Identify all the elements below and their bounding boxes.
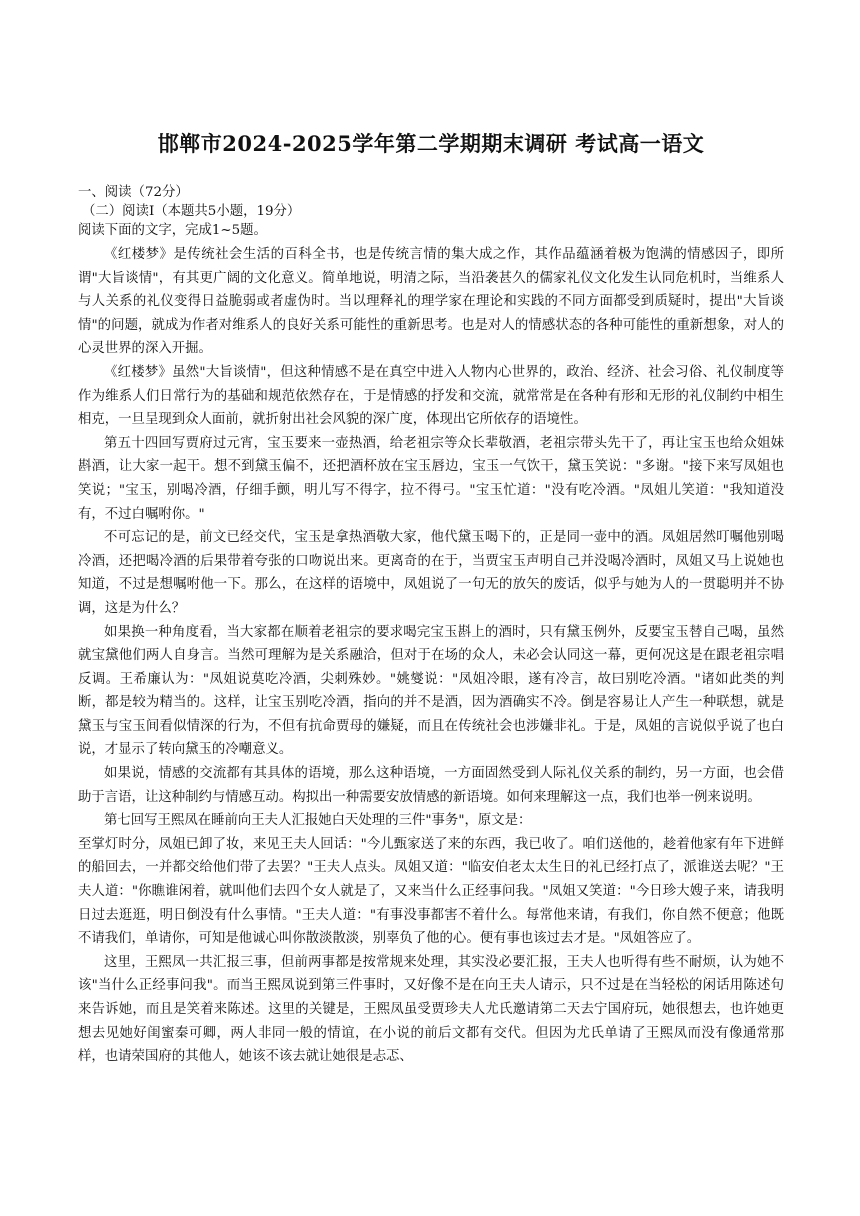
- paragraph-6: 如果说，情感的交流都有其具体的语境，那么这种语境，一方面固然受到人际礼仪关系的制约，另一方面，也会借助于言语，让这种制约与情感互动。构拟出一种需要安放情感的新语境。如何来理解这一点，我们也举一例来说明。: [78, 766, 784, 805]
- paragraph-8: 这里，王熙凤一共汇报三事，但前两事都是按常规来处理，其实没必要汇报，王夫人也听得有些不耐烦，认为她不该"当什么正经事问我"。而当王熙凤说到第三件事时，又好像不是在向王夫人请示，只不过是在当轻松的闲话用陈述句来告诉她，而且是笑着来陈述。这里的关键是，王熙凤虽受贾珍夫人尤氏邀请第二天去宁国府玩，她很想去，也许她更想去见她好闺蜜秦可卿，两人非同一般的情谊，在小说的前后文都有交代。但因为尤氏单请了王熙凤而没有像通常那样，也请荣国府的其他人，她该不该去就让她很是忐忑、: [78, 954, 784, 1065]
- document-title: 邯郸市2024-2025学年第二学期期末调研 考试高一语文: [157, 131, 705, 156]
- paragraph-5: 如果换一种角度看，当大家都在顺着老祖宗的要求喝完宝玉斟上的酒时，只有黛玉例外，反要宝玉替自己喝，虽然就宝黛他们两人自身言。当然可理解为是关系融洽，但对于在场的众人，未必会认同这一幕，更何况这是在跟老祖宗唱反调。王希廉认为："凤姐说莫吃冷酒，尖刺殊妙。"姚燮说："凤姐冷眼，遂有冷言，故曰别吃冷酒。"诸如此类的判断，都是较为精当的。这样，让宝玉别吃冷酒，指向的并不是酒，因为酒确实不冷。倒是容易让人产生一种联想，就是黛玉与宝玉间看似情深的行为，不但有抗命贾母的嫌疑，而且在传统社会也涉嫌非礼。于是，凤姐的言说似乎说了也白说，才显示了转向黛玉的冷嘲意义。: [78, 624, 784, 758]
- subsection-heading: （二）阅读I（本题共5小题，19分）: [82, 204, 301, 219]
- paragraph-4: 不可忘记的是，前文已经交代，宝玉是拿热酒敬大家，他代黛玉喝下的，正是同一壶中的酒。凤姐居然叮嘱他别喝冷酒，还把喝冷酒的后果带着夸张的口吻说出来。更离奇的在于，当贾宝玉声明自己并没喝冷酒时，凤姐又马上说她也知道，不过是想嘱咐他一下。那么，在这样的语境中，凤姐说了一句无的放矢的废话，似乎与她为人的一贯聪明并不协调，这是为什么？: [78, 530, 784, 616]
- paragraph-2: 《红楼梦》虽然"大旨谈情"，但这种情感不是在真空中进入人物内心世界的，政治、经济、社会习俗、礼仪制度等作为维系人们日常行为的基础和规范依然存在，于是情感的抒发和交流，就常常是在各种有形和无形的礼仪制约中相生相克，一旦呈现到众人面前，就折射出社会风貌的深广度，体现出它所依存的语境性。: [78, 364, 784, 428]
- paragraph-1: 《红楼梦》是传统社会生活的百科全书，也是传统言情的集大成之作，其作品蕴涵着极为饱满的情感因子，即所谓"大旨谈情"，有其更广阔的文化意义。简单地说，明清之际，当沿袭甚久的儒家礼仪文化发生认同危机时，当维系人与人关系的礼仪变得日益脆弱或者虚伪时。当以理释礼的理学家在理论和实践的不同方面都受到质疑时，提出"大旨谈情"的问题，就成为作者对维系人的良好关系可能性的重新思考。也是对人的情感状态的各种可能性的重新想象，对人的心灵世界的深入开掘。: [78, 247, 784, 357]
- paragraph-7: 第七回写王熙凤在睡前向王夫人汇报她白天处理的三件"事务"，原文是：: [104, 813, 532, 829]
- section-heading: 一、阅读（72分）: [78, 185, 189, 200]
- quoted-excerpt: 至掌灯时分，凤姐已卸了妆，来见王夫人回话："今儿甄家送了来的东西，我已收了。咱们送他的，趁着他家有年下进鲜的船回去，一并都交给他们带了去罢？"王夫人点头。凤姐又道："临安伯老太太生日的礼已经打点了，派谁送去呢？"王夫人道："你瞧谁闲着，就叫他们去四个女人就是了，又来当什么正经事问我。"凤姐又笑道："今日珍大嫂子来，请我明日过去逛逛，明日倒没有什么事情。"王夫人道："有事没事都害不着什么。每常他来请，有我们，你自然不便意；他既不请我们，单请你，可知是他诚心叫你散淡散淡，别辜负了他的心。便有事也该过去才是。"凤姐答应了。: [78, 836, 784, 947]
- reading-instruction: 阅读下面的文字，完成1~5题。: [78, 223, 267, 238]
- paragraph-3: 第五十四回写贾府过元宵，宝玉要来一壶热酒，给老祖宗等众长辈敬酒，老祖宗带头先干了，再让宝玉也给众姐妹斟酒，让大家一起干。想不到黛玉偏不，还把酒杯放在宝玉唇边，宝玉一气饮干，黛玉笑说："多谢。"接下来写凤姐也笑说；"宝玉，别喝冷酒，仔细手颤，明儿写不得字，拉不得弓。"宝玉忙道："没有吃冷酒。"凤姐儿笑道："我知道没有，不过白嘱咐你。": [78, 435, 784, 522]
